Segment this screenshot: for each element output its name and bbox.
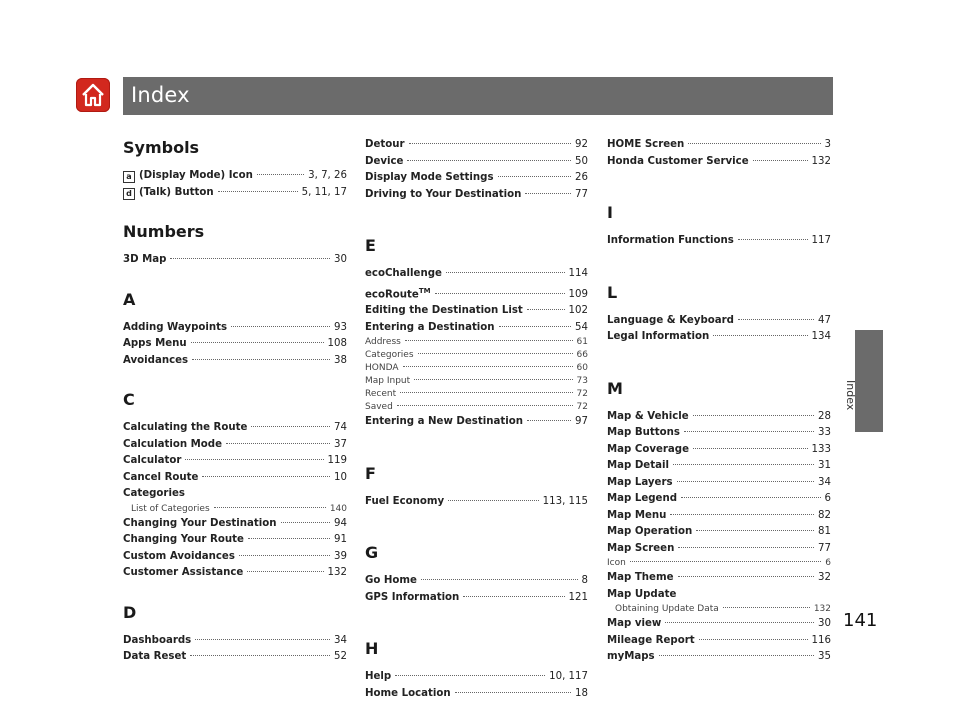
section-title: L	[607, 282, 618, 302]
index-entry: Dashboards 34	[123, 634, 347, 646]
page-title: Index	[131, 83, 190, 107]
index-entry: Cancel Route 10	[123, 471, 347, 483]
index-subentry: HONDA 60	[365, 363, 588, 374]
index-column-3	[607, 137, 831, 674]
section-title: I	[607, 203, 613, 222]
section-d-continued	[365, 137, 588, 203]
section-title: C	[123, 390, 135, 409]
section-title: E	[365, 236, 376, 255]
side-tab-label: Index	[844, 380, 857, 411]
index-entry: Map Layers 34	[607, 476, 831, 488]
section-numbers	[123, 221, 347, 269]
index-entry: Map Buttons 33	[607, 427, 831, 438]
section-f	[365, 463, 588, 511]
index-entry: Changing Your Destination 94	[123, 517, 347, 529]
section-m	[607, 378, 831, 666]
index-entry: Custom Avoidances 39	[123, 550, 347, 562]
display-mode-icon: a	[123, 171, 135, 183]
index-entry: Map & Vehicle 28	[607, 410, 831, 422]
home-button[interactable]	[76, 78, 110, 112]
index-entry: 3D Map 30	[123, 254, 347, 265]
index-entry: Map Update	[607, 588, 677, 600]
side-tab[interactable]	[855, 330, 883, 432]
index-subentry: Address 61	[365, 337, 588, 348]
index-entry: HOME Screen 3	[607, 139, 831, 150]
index-subentry: Recent 72	[365, 389, 588, 400]
index-entry: Customer Assistance 132	[123, 567, 347, 578]
index-entry: Home Location 18	[365, 687, 588, 699]
index-entry: Map Theme 32	[607, 572, 831, 583]
index-entry: Map Detail 31	[607, 460, 831, 471]
index-entry: Fuel Economy 113, 115	[365, 495, 588, 507]
section-e	[365, 235, 588, 431]
index-entry: Device 50	[365, 155, 588, 167]
section-g	[365, 542, 588, 606]
index-entry: Map Legend 6	[607, 493, 831, 504]
index-subentry: List of Categories 140	[131, 503, 347, 514]
index-subentry: Map Input 73	[365, 376, 588, 387]
index-entry: Help 10, 117	[365, 671, 588, 683]
index-entry: Honda Customer Service 132	[607, 155, 831, 167]
section-title: M	[607, 378, 623, 398]
index-entry: Display Mode Settings 26	[365, 172, 588, 183]
index-entry: Map Coverage 133	[607, 443, 831, 455]
home-icon	[81, 82, 105, 108]
index-subentry: Categories 66	[365, 350, 588, 361]
index-column-1	[123, 137, 347, 674]
index-column-2	[365, 137, 588, 710]
index-entry: Calculator 119	[123, 455, 347, 466]
section-title: G	[365, 543, 379, 563]
section-h-continued	[607, 137, 831, 170]
index-entry: Legal Information 134	[607, 331, 831, 342]
index-entry: Calculation Mode 37	[123, 438, 347, 450]
section-h	[365, 638, 588, 702]
index-entry: Data Reset 52	[123, 651, 347, 662]
index-entry: Calculating the Route 74	[123, 422, 347, 433]
index-entry: Information Functions 117	[607, 235, 831, 246]
index-entry: Changing Your Route 91	[123, 534, 347, 545]
section-title: Numbers	[123, 222, 205, 241]
index-entry: Driving to Your Destination 77	[365, 188, 588, 200]
index-entry: Avoidances 38	[123, 354, 347, 366]
section-a	[123, 289, 347, 370]
index-entry: Map Menu 82	[607, 509, 831, 521]
index-entry: Mileage Report 116	[607, 634, 831, 646]
section-d	[123, 602, 347, 666]
index-entry: Language & Keyboard 47	[607, 314, 831, 326]
index-entry: Apps Menu 108	[123, 338, 347, 349]
section-symbols	[123, 137, 347, 201]
index-entry: myMaps 35	[607, 651, 831, 662]
index-entry: Detour 92	[365, 139, 588, 150]
index-entry: ecoChallenge 114	[365, 268, 588, 279]
index-entry: a (Display Mode) Icon 3, 7, 26	[123, 168, 347, 185]
index-entry: Go Home 8	[365, 575, 588, 587]
page-number: 141	[843, 610, 878, 631]
index-entry: Map Screen 77	[607, 542, 831, 554]
section-title: D	[123, 602, 137, 622]
index-entry: Map view 30	[607, 618, 831, 629]
index-entry: Categories	[123, 488, 185, 499]
section-i	[607, 202, 831, 250]
index-subentry: Saved 72	[365, 402, 588, 413]
section-l	[607, 282, 831, 346]
index-entry: Adding Waypoints 93	[123, 321, 347, 333]
index-subentry: Obtaining Update Data 132	[615, 604, 831, 614]
index-entry: GPS Information 121	[365, 591, 588, 603]
section-title: Symbols	[123, 138, 200, 157]
index-entry: d (Talk) Button 5, 11, 17	[123, 185, 347, 202]
index-subentry: Icon 6	[607, 558, 831, 568]
index-entry: Entering a New Destination 97	[365, 416, 588, 428]
index-entry: Editing the Destination List 102	[365, 305, 588, 317]
index-entry: Entering a Destination 54	[365, 321, 588, 333]
section-title: H	[365, 639, 379, 659]
header-bar	[123, 77, 833, 115]
index-entry: ecoRoute™ 109	[365, 286, 588, 300]
section-title: F	[365, 463, 376, 483]
section-title: A	[123, 289, 136, 309]
talk-icon: d	[123, 188, 135, 200]
index-entry: Map Operation 81	[607, 526, 831, 537]
section-c	[123, 389, 347, 582]
